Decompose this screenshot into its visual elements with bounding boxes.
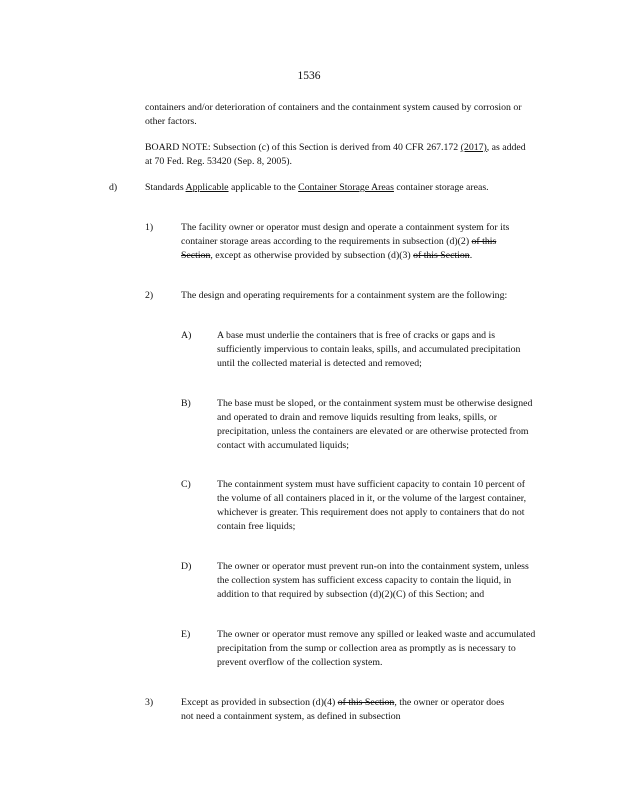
deleted-text: of this Section — [413, 250, 470, 261]
subsection-d-text-part: container storage areas. — [393, 182, 489, 193]
item-A-text: A base must underlie the containers that is free of cracks or gaps and is sufficiently impervious to contain leaks, spills, and accumulated precipitation until the collected material is detected and removed; — [217, 330, 521, 369]
item-1-text-part: . — [469, 250, 473, 261]
item-B-label: B) — [181, 398, 191, 409]
page-number: 1536 — [297, 70, 321, 82]
item-1-text-part: The facility owner or operator must design and operate a containment system for its container storage areas according to the requirements in subsection (d)(2) — [181, 222, 510, 247]
item-2-text: The design and operating requirements for a containment system are the following: — [181, 290, 508, 301]
item-D-label: D) — [181, 561, 192, 572]
item-E-label: E) — [181, 629, 191, 640]
item-E-text: The owner or operator must remove any spilled or leaked waste and accumulated precipitation from the sump or collection area as promptly as is necessary to prevent overflow of the collection system. — [217, 629, 536, 668]
item-D-text: The owner or operator must prevent run-on into the containment system, unless the collection system has sufficient excess capacity to contain the liquid, in addition to that required by subsection (d)(2)(C) of this Section; and — [217, 561, 529, 600]
board-note-citation: , as added at 70 Fed. Reg. 53420 (Sep. 8, 2005). — [145, 142, 526, 167]
item-C-text: The containment system must have sufficient capacity to contain 10 percent of the volume of all containers placed in it, or the volume of the largest container, whichever is greater. This requirement does not apply to containers that do not contain free liquids; — [217, 479, 527, 532]
subsection-d-label: d) — [109, 182, 118, 193]
inserted-text: Applicable — [185, 182, 229, 193]
deleted-text: of this Section — [337, 697, 395, 708]
item-3-label: 3) — [145, 697, 154, 708]
item-1-text — [181, 221, 518, 263]
item-3-text — [181, 696, 517, 724]
item-A-label: A) — [181, 330, 192, 341]
subsection-d-text-part: Standards — [145, 182, 186, 193]
deleted-text: of this Section — [181, 236, 497, 261]
item-B-text: The base must be sloped, or the containment system must be otherwise designed and operated to drain and remove liquids resulting from leaks, spills, or precipitation, unless the containers are elevated or are otherwise protected from contact with accumulated liquids; — [217, 398, 533, 451]
inserted-text: Container Storage Areas — [298, 182, 394, 193]
item-3-text-part: , the owner or operator does not need a containment system, as defined in subsection — [181, 697, 505, 722]
board-note-inserted-year: (2017) — [460, 142, 487, 153]
subsection-d-text — [145, 181, 531, 195]
item-C-label: C) — [181, 479, 191, 490]
continuation-paragraph: containers and/or deterioration of containers and the containment system caused by corrosion or other factors. — [145, 102, 522, 127]
item-2-label: 2) — [145, 290, 154, 301]
subsection-d-text-part: applicable to the — [228, 182, 299, 193]
board-note-text: BOARD NOTE: Subsection (c) of this Section is derived from 40 CFR 267.172 — [145, 142, 461, 153]
board-note — [145, 141, 528, 169]
item-1-label: 1) — [145, 222, 154, 233]
item-3-text-part: Except as provided in subsection (d)(4) — [181, 697, 338, 708]
item-1-text-part: , except as otherwise provided by subsection (d)(3) — [210, 250, 414, 261]
